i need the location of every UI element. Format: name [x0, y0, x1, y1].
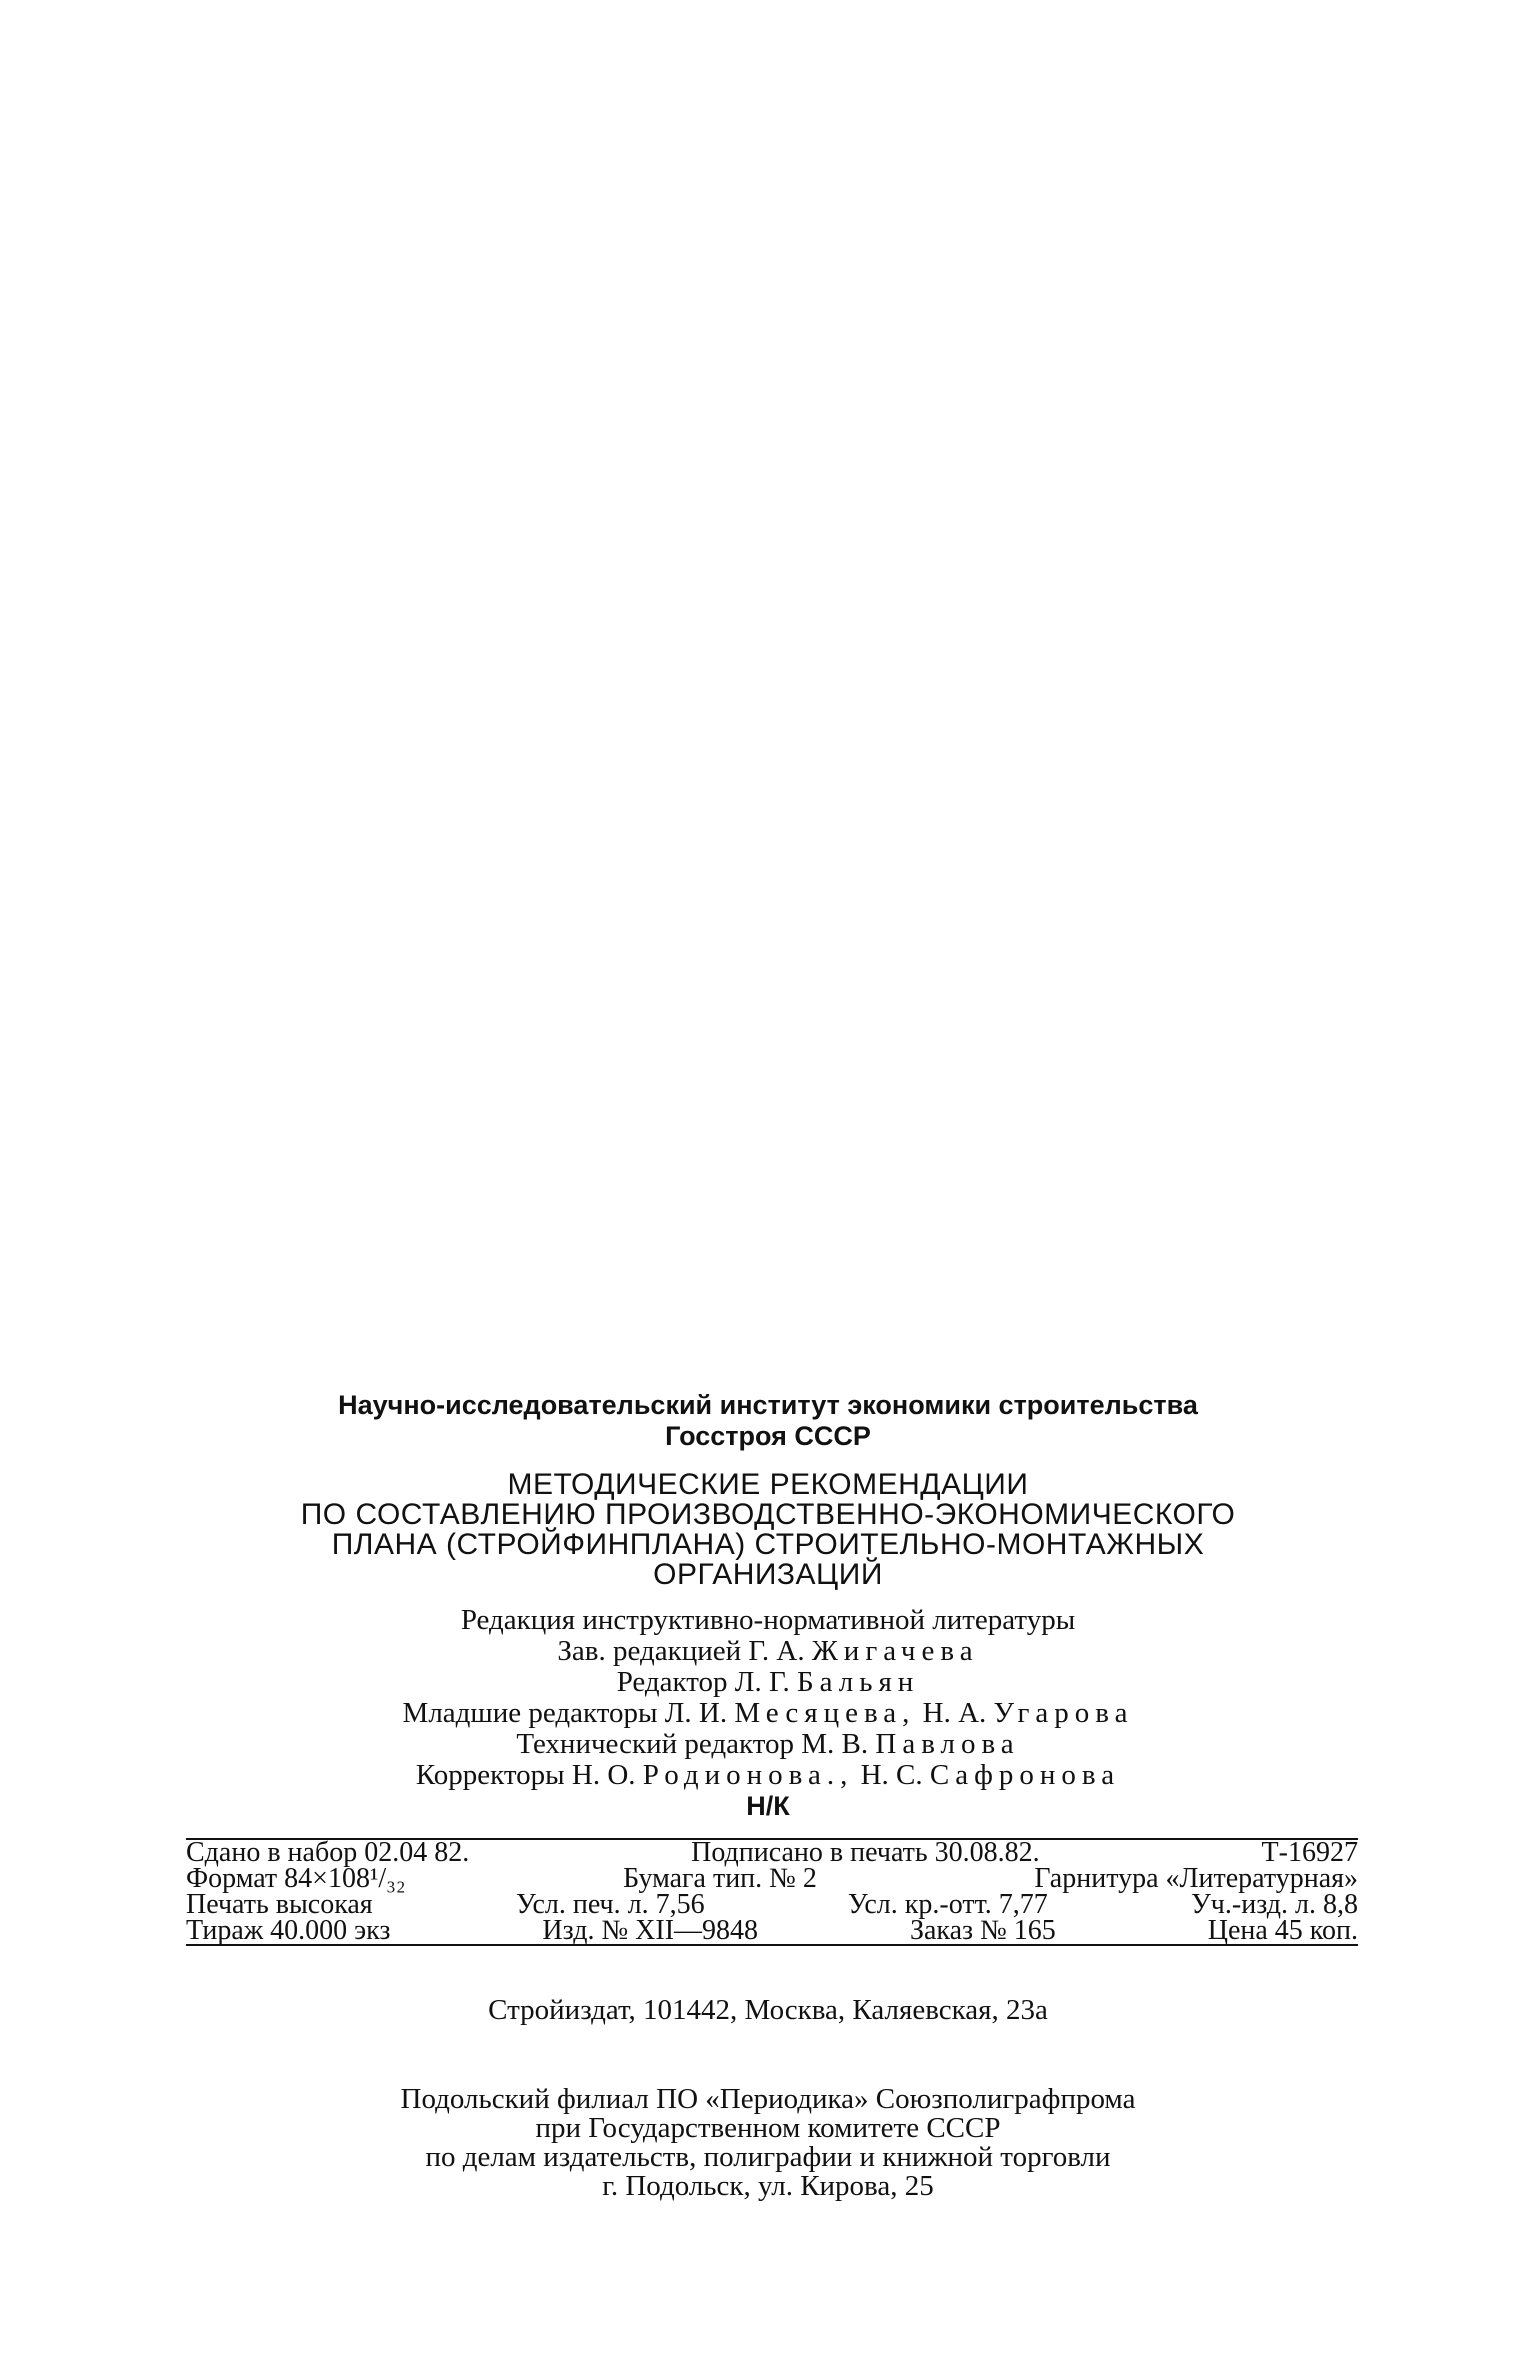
junior-editor-name-2: Угарова	[993, 1697, 1134, 1729]
publisher-address	[0, 1995, 1536, 2026]
nk-mark: Н/К	[746, 1791, 790, 1821]
imprint-cell: Усл. печ. л. 7,56	[515, 1889, 705, 1920]
junior-editor-initials-2: Н. А.	[922, 1697, 987, 1729]
title-line-4: ОРГАНИЗАЦИЙ	[653, 1558, 883, 1591]
head-editor-line	[0, 1636, 1536, 1667]
imprint-table	[186, 1838, 1358, 1946]
imprint-row	[186, 1915, 1358, 1946]
printer-info	[0, 2085, 1536, 2201]
printer-line-3: по делам издательств, полиграфии и книжной торговли	[425, 2141, 1111, 2173]
title-line-1: МЕТОДИЧЕСКИЕ РЕКОМЕНДАЦИИ	[507, 1468, 1029, 1501]
imprint-cell: Тираж 40.000 экз	[186, 1915, 391, 1946]
title-line-3: ПЛАНА (СТРОЙФИНПЛАНА) СТРОИТЕЛЬНО-МОНТАЖНЫХ	[331, 1528, 1205, 1561]
institute-heading	[0, 1390, 1536, 1452]
corrector-name-2: Сафронова	[929, 1759, 1121, 1791]
imprint-cell: Уч.-изд. л. 8,8	[1190, 1889, 1358, 1920]
corrector-name-1: Родионова.,	[642, 1759, 854, 1791]
imprint-cell: Печать высокая	[186, 1889, 373, 1920]
printer-line-1: Подольский филиал ПО «Периодика» Союзполиграфпрома	[400, 2083, 1136, 2115]
editor-line	[0, 1667, 1536, 1698]
title-line-2: ПО СОСТАВЛЕНИЮ ПРОИЗВОДСТВЕННО-ЭКОНОМИЧЕСКОГО	[300, 1498, 1236, 1531]
correctors-line	[0, 1760, 1536, 1791]
technical-editor-line	[0, 1729, 1536, 1760]
publisher-line: Стройиздат, 101442, Москва, Каляевская, 23а	[488, 1994, 1048, 2026]
editor-label: Редактор Л. Г.	[616, 1666, 790, 1698]
junior-editor-name-1: Месяцева,	[734, 1697, 916, 1729]
head-editor-label: Зав. редакцией Г. А.	[557, 1635, 805, 1667]
technical-editor-label: Технический редактор М. В.	[516, 1728, 869, 1760]
edition-line: Редакция инструктивно-нормативной литературы	[460, 1604, 1076, 1636]
imprint-cell: Усл. кр.-отт. 7,77	[847, 1889, 1048, 1920]
editorial-staff	[0, 1605, 1536, 1822]
imprint-cell: Цена 45 коп.	[1207, 1915, 1358, 1946]
book-title	[0, 1470, 1536, 1590]
imprint-cell: Формат 84×108¹/₃₂	[186, 1863, 406, 1894]
corrector-initials-2: Н. С.	[860, 1759, 923, 1791]
printer-line-2: при Государственном комитете СССР	[535, 2112, 1001, 2144]
institute-line-2: Госстроя СССР	[665, 1421, 871, 1451]
head-editor-name: Жигачева	[811, 1635, 979, 1667]
imprint-cell: Т-16927	[1261, 1837, 1358, 1868]
junior-editors-label: Младшие редакторы Л. И.	[402, 1697, 728, 1729]
imprint-cell: Заказ № 165	[909, 1915, 1056, 1946]
editor-name: Бальян	[796, 1666, 920, 1698]
junior-editors-line	[0, 1698, 1536, 1729]
technical-editor-name: Павлова	[875, 1728, 1020, 1760]
imprint-cell: Сдано в набор 02.04 82.	[186, 1837, 470, 1868]
imprint-cell: Подписано в печать 30.08.82.	[691, 1837, 1040, 1868]
imprint-cell: Изд. № XII—9848	[542, 1915, 759, 1946]
imprint-cell: Гарнитура «Литературная»	[1034, 1863, 1358, 1894]
imprint-cell: Бумага тип. № 2	[623, 1863, 817, 1894]
institute-line-1: Научно-исследовательский институт экономики строительства	[338, 1390, 1198, 1420]
correctors-label: Корректоры Н. О.	[415, 1759, 636, 1791]
printer-line-4: г. Подольск, ул. Кирова, 25	[602, 2170, 934, 2202]
